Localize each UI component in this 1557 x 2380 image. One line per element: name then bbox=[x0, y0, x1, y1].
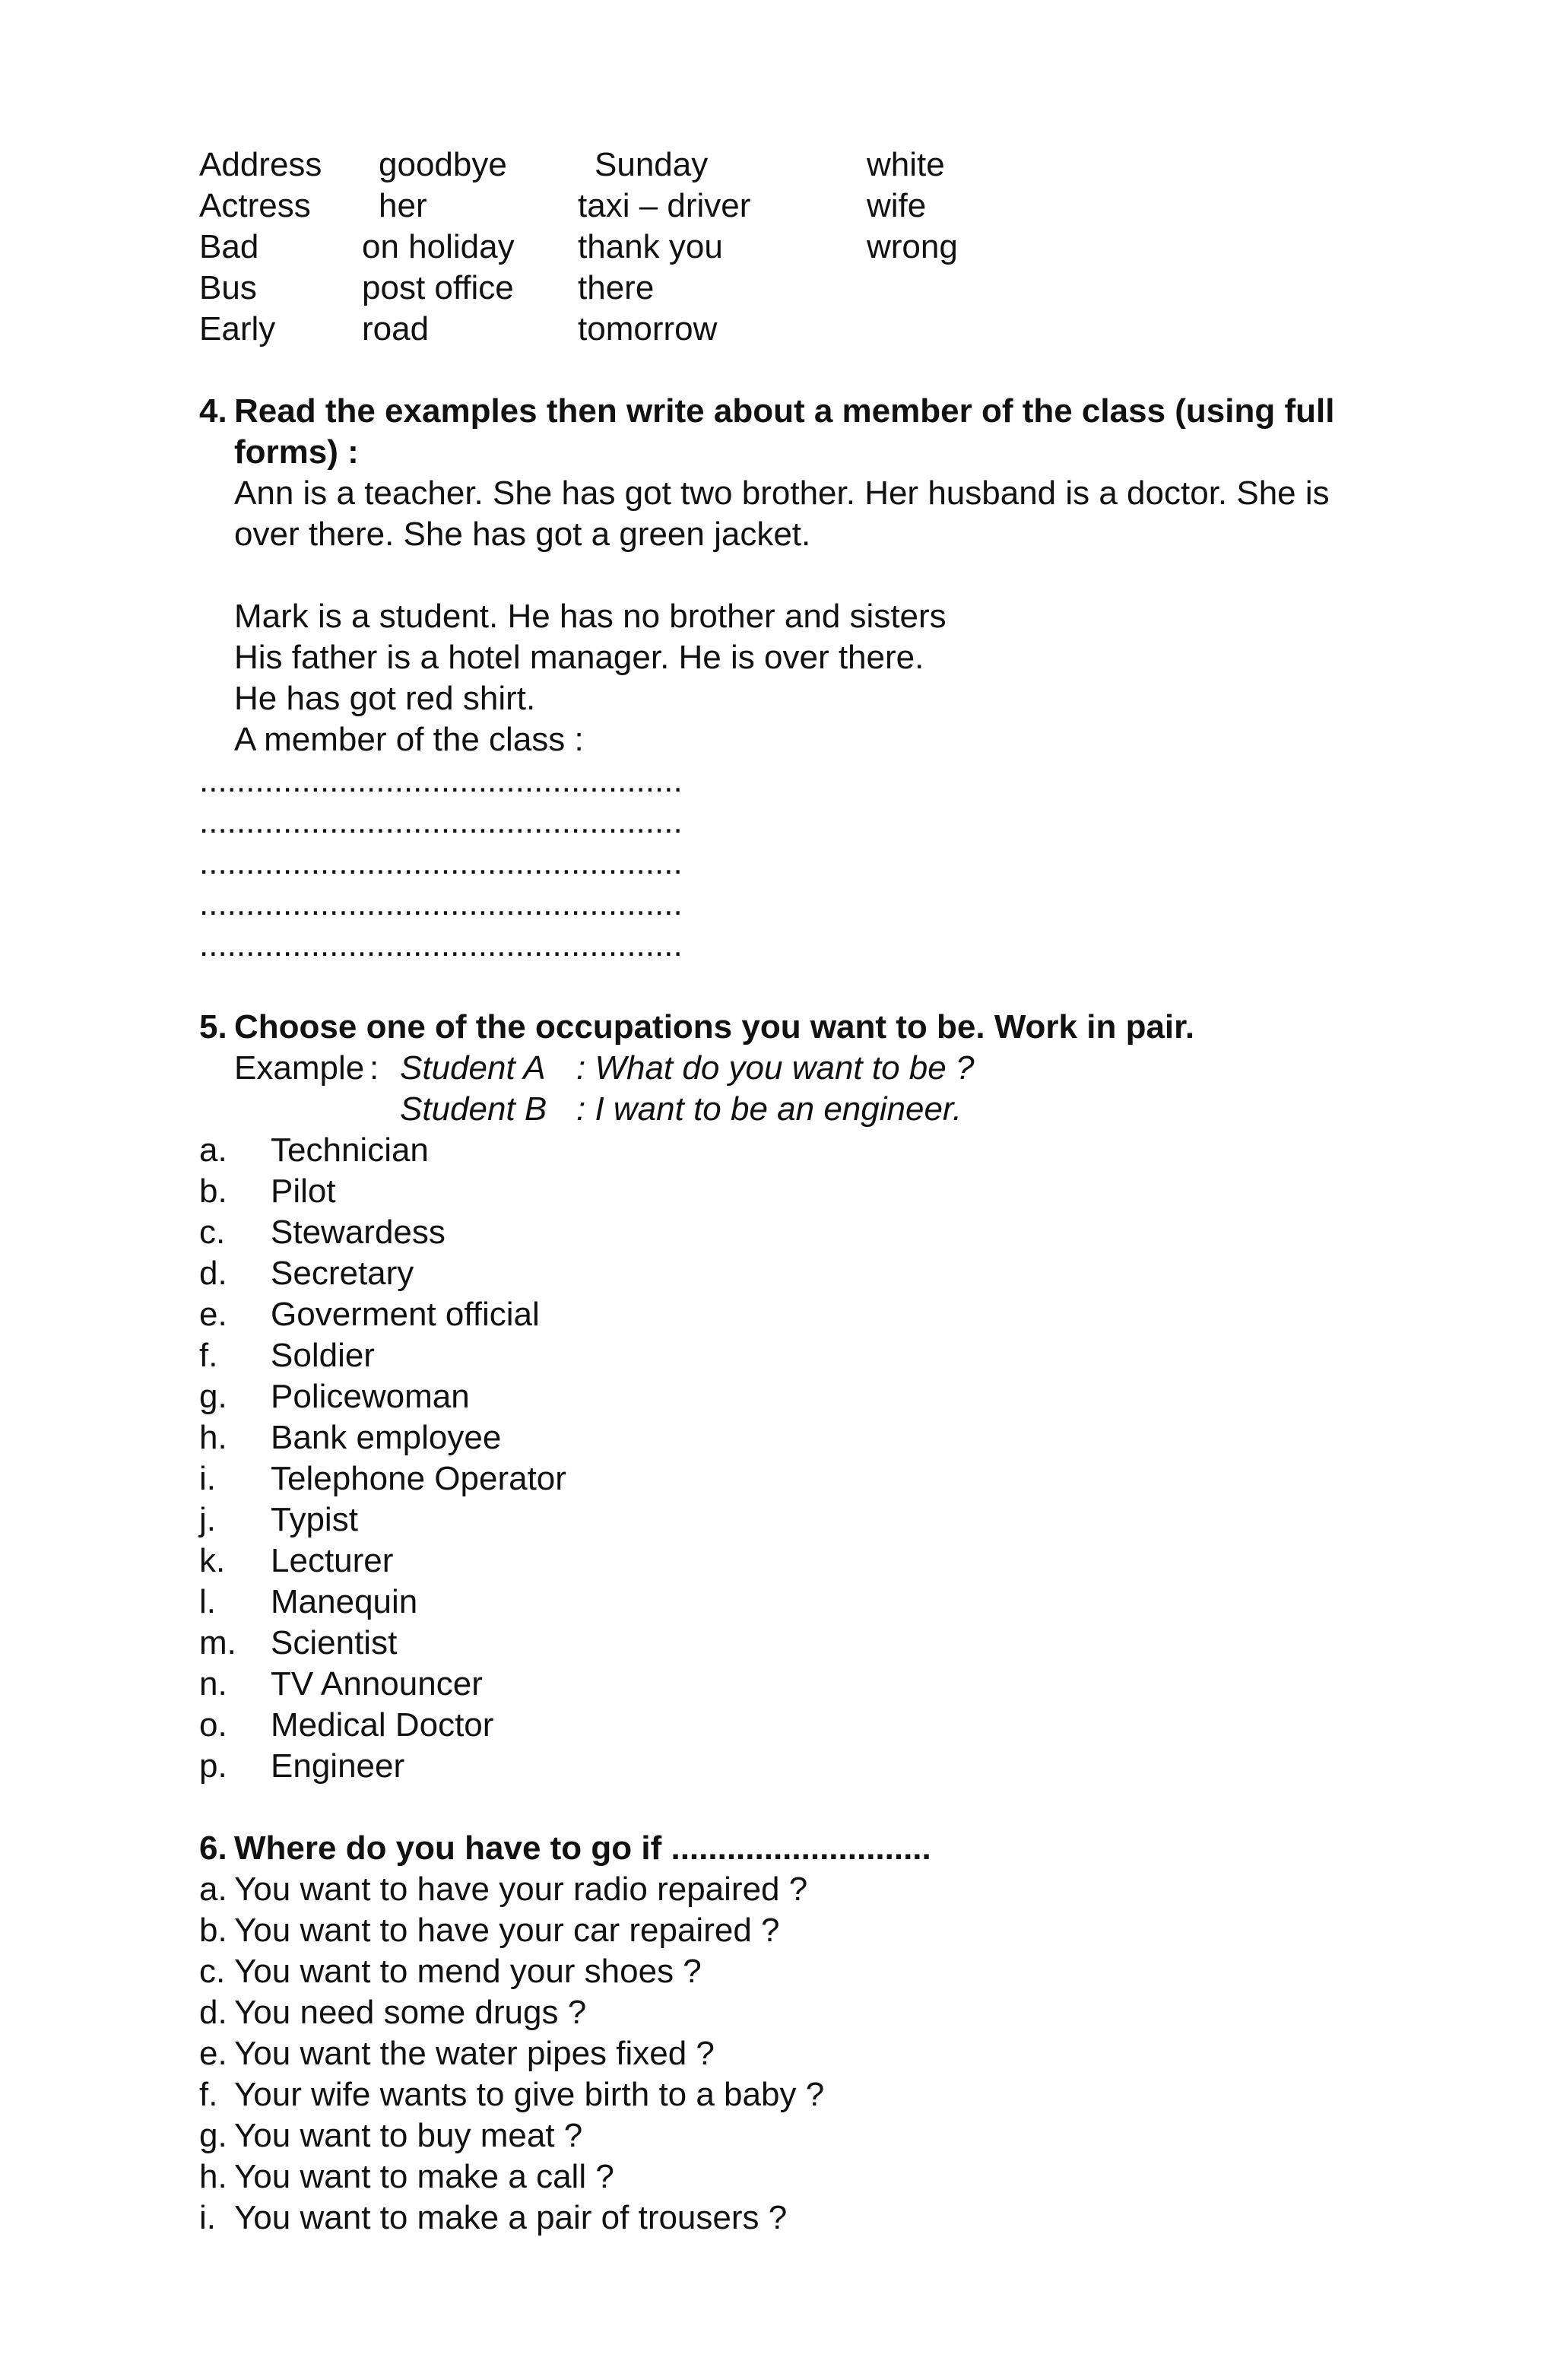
list-item-letter: e. bbox=[199, 1296, 227, 1333]
example-text: He has got red shirt. bbox=[234, 680, 536, 717]
list-item-letter: c. bbox=[199, 1953, 226, 1990]
speaker-b: Student B bbox=[400, 1090, 547, 1128]
example-label: Example bbox=[234, 1049, 365, 1087]
list-item-letter: o. bbox=[199, 1706, 227, 1744]
list-item-letter: l. bbox=[199, 1583, 216, 1620]
word-cell: post office bbox=[362, 269, 514, 306]
list-item: You need some drugs ? bbox=[234, 1994, 587, 2031]
list-item-letter: i. bbox=[199, 2199, 216, 2236]
list-item: Medical Doctor bbox=[271, 1706, 494, 1744]
word-cell: thank you bbox=[578, 228, 723, 265]
word-cell: Actress bbox=[199, 187, 311, 224]
word-cell: Early bbox=[199, 310, 276, 347]
list-item-letter: g. bbox=[199, 1378, 227, 1415]
word-cell: Address bbox=[199, 146, 322, 183]
list-item-letter: b. bbox=[199, 1173, 227, 1210]
list-item: Technician bbox=[271, 1131, 429, 1169]
list-item: You want to make a call ? bbox=[234, 2158, 614, 2195]
list-item: Soldier bbox=[271, 1337, 375, 1374]
list-item-letter: a. bbox=[199, 1871, 227, 1908]
section-number: 5. bbox=[199, 1008, 227, 1046]
example-text: Ann is a teacher. She has got two brother. Her husband is a doctor. She is bbox=[234, 474, 1330, 512]
list-item: Telephone Operator bbox=[271, 1460, 566, 1497]
dialogue-line-b: : I want to be an engineer. bbox=[576, 1090, 962, 1128]
word-cell: Sunday bbox=[595, 146, 709, 183]
list-item: Typist bbox=[271, 1501, 358, 1538]
word-cell: road bbox=[362, 310, 430, 347]
word-cell: white bbox=[867, 146, 945, 183]
section-heading: Where do you have to go if ............................ bbox=[234, 1829, 931, 1867]
list-item-letter: d. bbox=[199, 1994, 227, 2031]
word-cell: tomorrow bbox=[578, 310, 718, 347]
list-item-letter: e. bbox=[199, 2035, 227, 2072]
list-item-letter: f. bbox=[199, 2076, 218, 2113]
word-cell: on holiday bbox=[362, 228, 515, 265]
list-item: Policewoman bbox=[271, 1378, 470, 1415]
word-cell: taxi – driver bbox=[578, 187, 751, 224]
example-colon: : bbox=[369, 1049, 379, 1087]
list-item-letter: n. bbox=[199, 1665, 227, 1702]
list-item-letter: k. bbox=[199, 1542, 226, 1579]
section-heading: forms) : bbox=[234, 433, 359, 471]
word-cell: wife bbox=[867, 187, 927, 224]
list-item: Stewardess bbox=[271, 1214, 446, 1251]
list-item-letter: i. bbox=[199, 1460, 216, 1497]
word-cell: Bus bbox=[199, 269, 257, 306]
section-heading: Read the examples then write about a member of the class (using full bbox=[234, 392, 1335, 430]
list-item: You want to make a pair of trousers ? bbox=[234, 2199, 788, 2236]
word-cell: there bbox=[578, 269, 655, 306]
section-heading: Choose one of the occupations you want to be. Work in pair. bbox=[234, 1008, 1195, 1046]
answer-line: .................................................... bbox=[199, 762, 683, 799]
example-text: His father is a hotel manager. He is over there. bbox=[234, 639, 924, 676]
list-item-letter: f. bbox=[199, 1337, 218, 1374]
list-item: You want to buy meat ? bbox=[234, 2117, 583, 2154]
list-item: Secretary bbox=[271, 1255, 414, 1292]
list-item: Manequin bbox=[271, 1583, 418, 1620]
answer-prompt: A member of the class : bbox=[234, 721, 584, 758]
list-item-letter: c. bbox=[199, 1214, 226, 1251]
answer-line: .................................................... bbox=[199, 844, 683, 881]
list-item: Engineer bbox=[271, 1747, 405, 1785]
list-item-letter: d. bbox=[199, 1255, 227, 1292]
list-item: Lecturer bbox=[271, 1542, 394, 1579]
list-item-letter: g. bbox=[199, 2117, 227, 2154]
list-item-letter: j. bbox=[199, 1501, 216, 1538]
list-item: Pilot bbox=[271, 1173, 336, 1210]
list-item: Goverment official bbox=[271, 1296, 540, 1333]
list-item: You want to mend your shoes ? bbox=[234, 1953, 702, 1990]
section-number: 6. bbox=[199, 1829, 227, 1867]
list-item-letter: b. bbox=[199, 1912, 227, 1949]
list-item: You want to have your car repaired ? bbox=[234, 1912, 780, 1949]
answer-line: .................................................... bbox=[199, 885, 683, 922]
answer-line: .................................................... bbox=[199, 803, 683, 840]
list-item-letter: m. bbox=[199, 1624, 236, 1661]
list-item: Bank employee bbox=[271, 1419, 502, 1456]
dialogue-line-a: : What do you want to be ? bbox=[576, 1049, 975, 1087]
example-text: over there. She has got a green jacket. bbox=[234, 516, 811, 553]
answer-line: .................................................... bbox=[199, 926, 683, 963]
list-item: You want to have your radio repaired ? bbox=[234, 1871, 808, 1908]
word-cell: Bad bbox=[199, 228, 259, 265]
list-item-letter: p. bbox=[199, 1747, 227, 1785]
word-cell: her bbox=[379, 187, 427, 224]
list-item-letter: h. bbox=[199, 1419, 227, 1456]
section-number: 4. bbox=[199, 392, 227, 430]
list-item: Scientist bbox=[271, 1624, 398, 1661]
list-item-letter: h. bbox=[199, 2158, 227, 2195]
example-text: Mark is a student. He has no brother and sisters bbox=[234, 598, 947, 635]
list-item: You want the water pipes fixed ? bbox=[234, 2035, 715, 2072]
list-item-letter: a. bbox=[199, 1131, 227, 1169]
speaker-a: Student A bbox=[400, 1049, 546, 1087]
word-cell: goodbye bbox=[379, 146, 507, 183]
word-cell: wrong bbox=[867, 228, 958, 265]
list-item: TV Announcer bbox=[271, 1665, 483, 1702]
list-item: Your wife wants to give birth to a baby ? bbox=[234, 2076, 825, 2113]
